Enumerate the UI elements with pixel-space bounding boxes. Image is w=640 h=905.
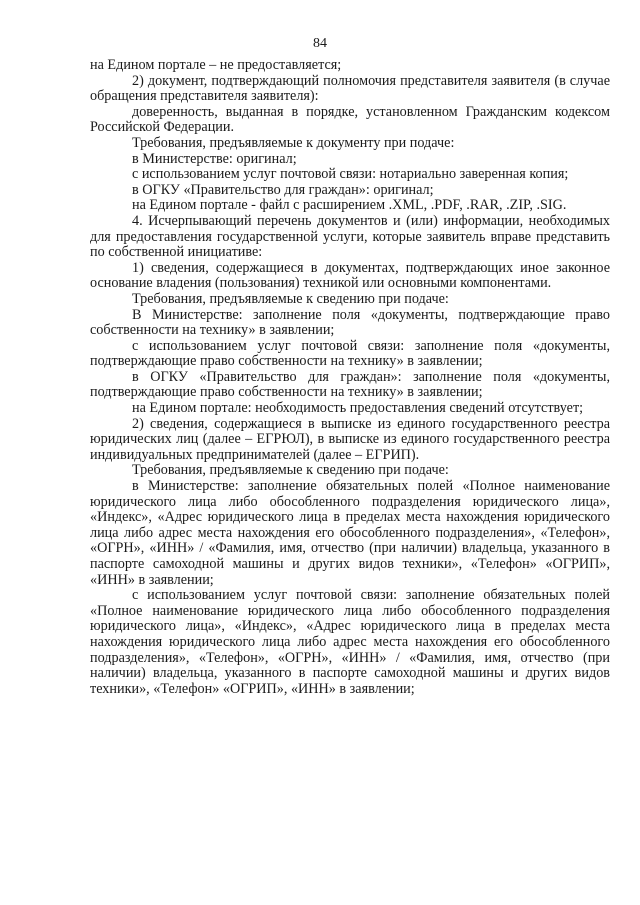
paragraph: в ОГКУ «Правительство для граждан»: заполнение поля «документы, подтверждающие право собственности на технику» в заявлении; <box>90 368 610 401</box>
paragraph: В Министерстве: заполнение поля «документы, подтверждающие право собственности на технику» в заявлении; <box>90 306 610 339</box>
paragraph: в Министерстве: оригинал; <box>132 150 297 167</box>
paragraph: 2) сведения, содержащиеся в выписке из единого государственного реестра юридических лиц (далее – ЕГРЮЛ), в выписке из единого государственного реестра индивидуальных предпринимателей (далее – ЕГРИП). <box>90 415 610 463</box>
paragraph: с использованием услуг почтовой связи: заполнение обязательных полей «Полное наименование юридического лица либо обособленного подразделения юридического лица», «Индекс», «Адрес юридического лица в пределах места нахождения юридического лица либо адрес места нахождения его обособленного подразделения», «Телефон», «ОГРН», «ИНН» / «Фамилия, имя, отчество (при наличии) владельца, указанного в паспорте самоходной машины и других видов техники», «Телефон» «ОГРИП», «ИНН» в заявлении; <box>90 587 610 697</box>
paragraph: доверенность, выданная в порядке, установленном Гражданским кодексом Российской Федерации. <box>90 103 610 136</box>
paragraph: в Министерстве: заполнение обязательных полей «Полное наименование юридического лица либо обособленного подразделения юридического лица», «Индекс», «Адрес юридического лица в пределах места нахождения юридического лица либо адрес места нахождения его обособленного подразделения», «Телефон», «ОГРН», «ИНН» / «Фамилия, имя, отчество (при наличии) владельца, указанного в паспорте самоходной машины и других видов техники», «Телефон» «ОГРИП», «ИНН» в заявлении; <box>90 478 610 588</box>
paragraph: Требования, предъявляемые к документу при подаче: <box>132 134 455 151</box>
paragraph: 4. Исчерпывающий перечень документов и (или) информации, необходимых для предоставления государственной услуги, которые заявитель вправе представить по собственной инициативе: <box>90 212 610 261</box>
paragraph: на Едином портале – не предоставляется; <box>90 57 342 73</box>
paragraph: в ОГКУ «Правительство для граждан»: оригинал; <box>132 181 434 198</box>
paragraph: с использованием услуг почтовой связи: нотариально заверенная копия; <box>132 166 569 183</box>
page-number: 84 <box>313 36 327 51</box>
paragraph: с использованием услуг почтовой связи: заполнение поля «документы, подтверждающие право собственности на технику» в заявлении; <box>90 337 610 370</box>
paragraph: 2) документ, подтверждающий полномочия представителя заявителя (в случае обращения представителя заявителя): <box>90 72 610 105</box>
paragraph: Требования, предъявляемые к сведению при подаче: <box>132 290 449 307</box>
paragraph: 1) сведения, содержащиеся в документах, подтверждающих иное законное основание владения (пользования) техникой или основными компонентами. <box>90 259 610 292</box>
paragraph: на Едином портале - файл с расширением .XML, .PDF, .RAR, .ZIP, .SIG. <box>132 197 567 214</box>
paragraph: на Едином портале: необходимость предоставления сведений отсутствует; <box>132 400 584 417</box>
document-body <box>90 58 610 697</box>
paragraph: Требования, предъявляемые к сведению при подаче: <box>132 462 449 479</box>
